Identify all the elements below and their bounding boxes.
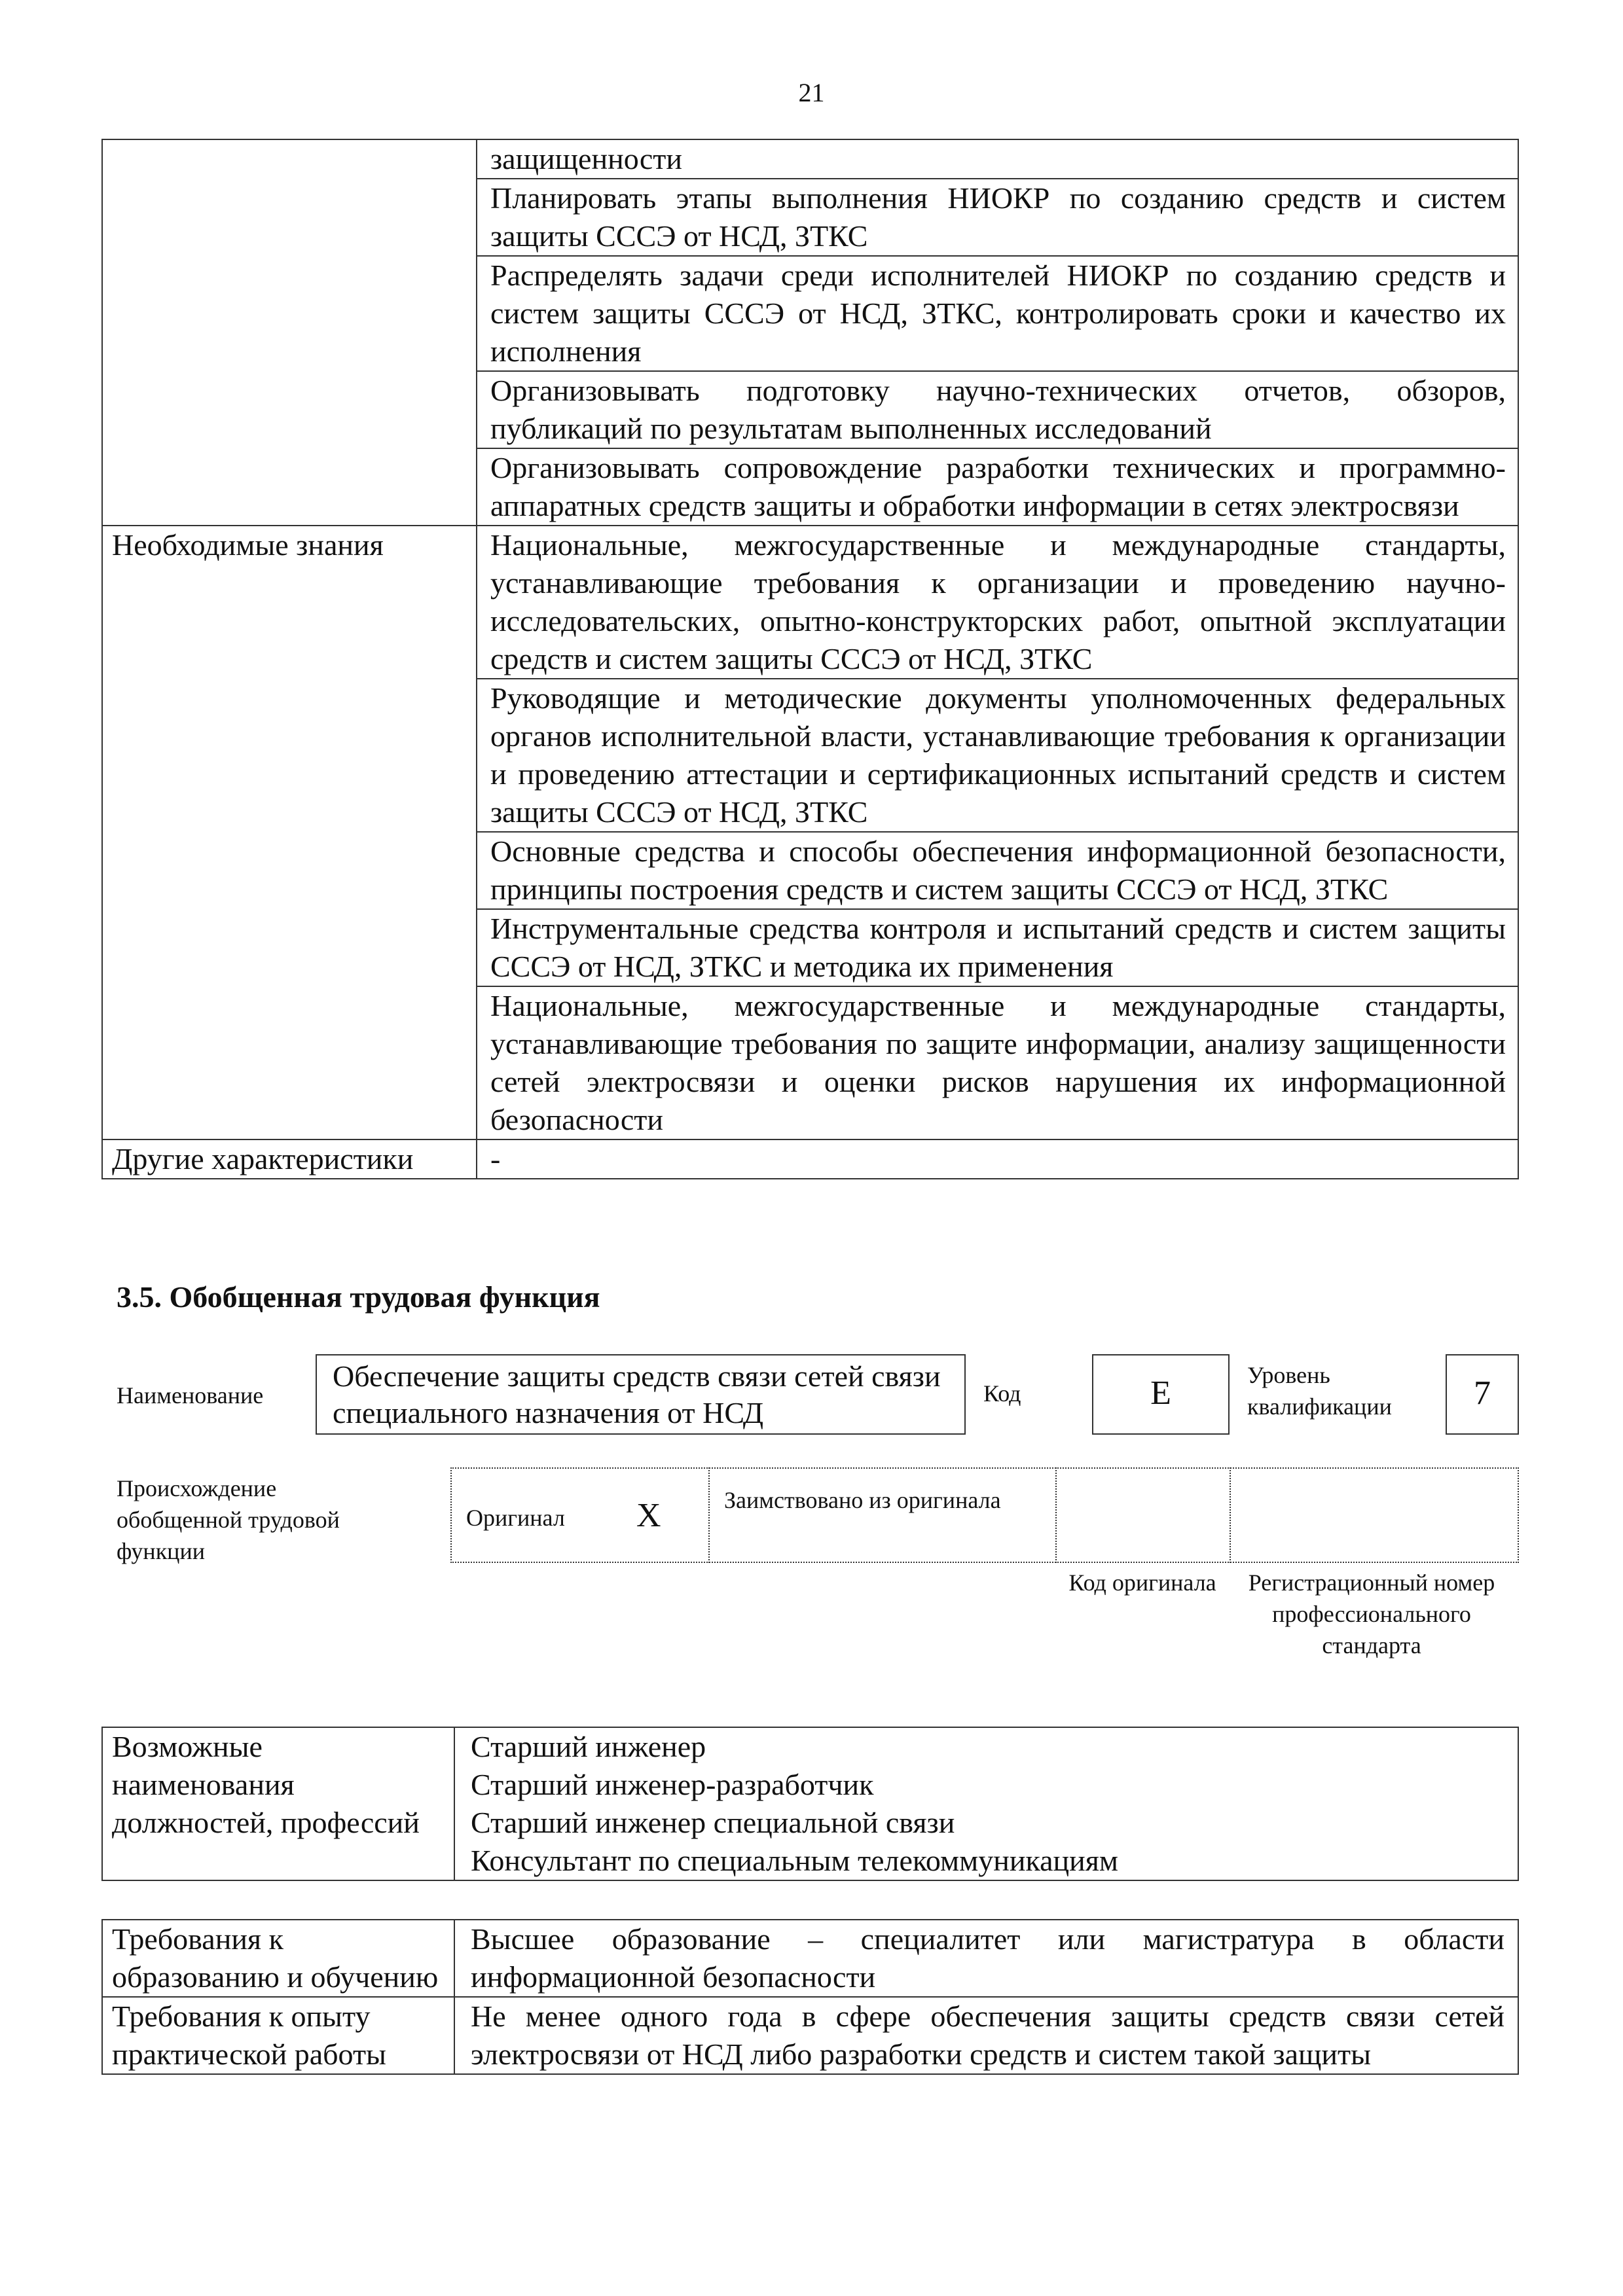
skill-item: Планировать этапы выполнения НИОКР по созданию средств и систем защиты СССЭ от НСД, ЗТКС <box>477 179 1518 256</box>
section-heading: 3.5. Обобщенная трудовая функция <box>117 1280 600 1314</box>
knowledge-item: Национальные, межгосударственные и международные стандарты, устанавливающие требования по защите информации, анализу защищенности сетей электросвязи и оценки рисков нарушения их информационной безопасности <box>477 986 1518 1139</box>
table-row <box>102 1920 1518 1997</box>
experience-value: Не менее одного года в сфере обеспечения защиты средств связи сетей электросвязи от НСД либо разработки средств и систем такой защиты <box>454 1997 1518 2074</box>
page-number: 21 <box>798 78 825 107</box>
registration-number-caption: Регистрационный номер профессионального стандарта <box>1248 1570 1495 1659</box>
education-label: Требования к образованию и обучению <box>102 1920 454 1997</box>
knowledge-label: Необходимые знания <box>102 526 477 1139</box>
skill-item: Организовывать подготовку научно-технических отчетов, обзоров, публикаций по результатам выполненных исследований <box>477 371 1518 448</box>
origin-divider <box>708 1467 710 1563</box>
table-row <box>102 1139 1518 1179</box>
skill-item: защищенности <box>477 139 1518 179</box>
origin-divider <box>1055 1467 1057 1563</box>
skills-label-cell <box>102 139 477 526</box>
skill-item: Организовывать сопровождение разработки технических и программно-аппаратных средств защиты и обработки информации в сетях электросвязи <box>477 448 1518 526</box>
position-item: Старший инженер-разработчик <box>471 1768 874 1801</box>
name-value: Обеспечение защиты средств связи сетей связи специального назначения от НСД <box>333 1359 941 1429</box>
level-value: 7 <box>1474 1374 1491 1412</box>
skill-item: Распределять задачи среди исполнителей НИОКР по созданию средств и систем защиты СССЭ от НСД, ЗТКС, контролировать сроки и качество их исполнения <box>477 256 1518 371</box>
borrowed-label: Заимствовано из оригинала <box>724 1487 1001 1513</box>
knowledge-item: Руководящие и методические документы уполномоченных федеральных органов исполнительной власти, устанавливающие требования к организации и проведению аттестации и сертификационных испытаний средств и систем защиты СССЭ от НСД, ЗТКС <box>477 679 1518 832</box>
experience-label: Требования к опыту практической работы <box>102 1997 454 2074</box>
origin-divider <box>1230 1467 1231 1563</box>
name-box <box>316 1354 966 1435</box>
original-label: Оригинал <box>466 1505 565 1531</box>
position-item: Старший инженер <box>471 1730 706 1763</box>
table-row <box>102 526 1518 679</box>
knowledge-item: Основные средства и способы обеспечения информационной безопасности, принципы построения средств и систем защиты СССЭ от НСД, ЗТКС <box>477 832 1518 909</box>
position-item: Старший инженер специальной связи <box>471 1806 955 1839</box>
knowledge-item: Национальные, межгосударственные и международные стандарты, устанавливающие требования к организации и проведению научно-исследовательских, опытно-конструкторских работ, опытной эксплуатации средств и систем защиты СССЭ от НСД, ЗТКС <box>477 526 1518 679</box>
table-row <box>102 1997 1518 2074</box>
other-label: Другие характеристики <box>102 1139 477 1179</box>
skills-knowledge-table <box>101 139 1519 1179</box>
level-box <box>1446 1354 1519 1435</box>
original-mark: X <box>636 1497 661 1534</box>
code-value: E <box>1150 1374 1171 1412</box>
positions-list <box>454 1727 1518 1880</box>
level-label: Уровень квалификации <box>1247 1362 1392 1420</box>
table-row <box>102 1727 1518 1880</box>
code-box <box>1092 1354 1230 1435</box>
positions-table <box>101 1727 1519 1881</box>
positions-label: Возможные наименования должностей, профессий <box>102 1727 454 1880</box>
knowledge-item: Инструментальные средства контроля и испытаний средств и систем защиты СССЭ от НСД, ЗТКС и методика их применения <box>477 909 1518 986</box>
code-original-caption: Код оригинала <box>1068 1570 1216 1596</box>
other-value: - <box>477 1139 1518 1179</box>
name-label: Наименование <box>117 1382 264 1408</box>
code-label: Код <box>983 1380 1021 1407</box>
table-row <box>102 139 1518 179</box>
origin-label: Происхождение обобщенной трудовой функции <box>117 1475 340 1564</box>
education-value: Высшее образование – специалитет или магистратура в области информационной безопасности <box>454 1920 1518 1997</box>
requirements-table <box>101 1919 1519 2075</box>
position-item: Консультант по специальным телекоммуникациям <box>471 1844 1119 1877</box>
